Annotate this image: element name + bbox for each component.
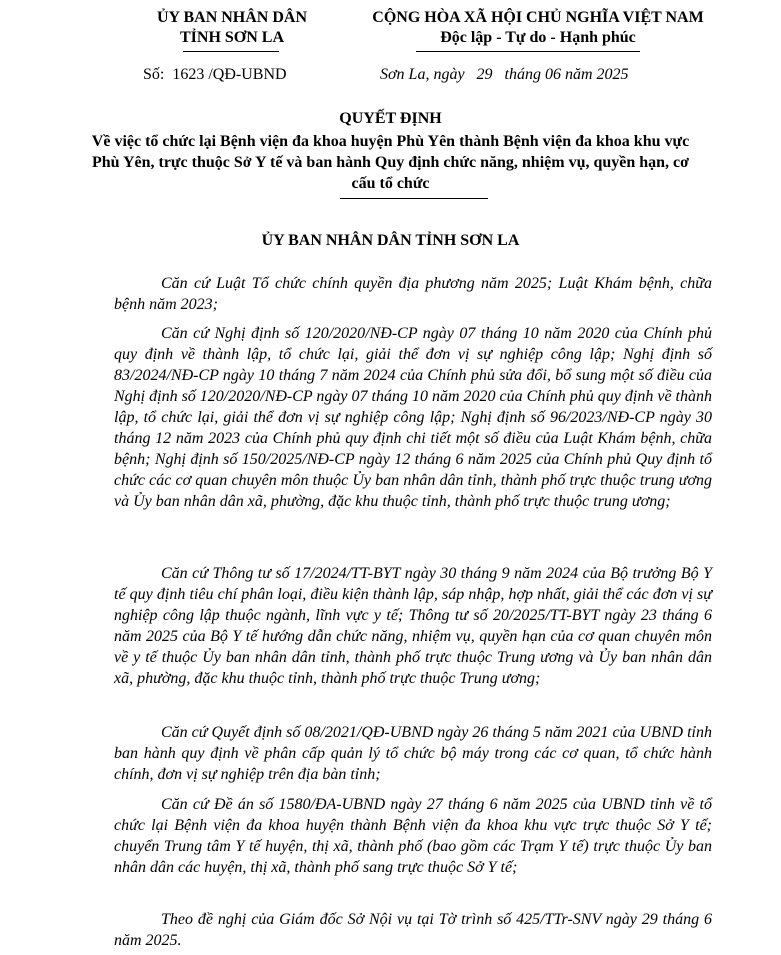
nation-line-2: Độc lập - Tự do - Hạnh phúc: [440, 29, 636, 46]
issuing-agency: [112, 8, 352, 48]
motto-underline: [416, 51, 640, 52]
document-subject: Về việc tổ chức lại Bệnh viện đa khoa huyện Phù Yên thành Bệnh viện đa khoa khu vực Phù Yên, trực thuộc Sở Y tế và ban hành Quy định chức năng, nhiệm vụ, quyền hạn, cơ cấu tổ chức: [91, 133, 690, 192]
issuing-authority: ỦY BAN NHÂN DÂN TỈNH SƠN LA: [261, 232, 520, 249]
document-title: QUYẾT ĐỊNH: [339, 110, 442, 127]
nation-line-1: CỘNG HÒA XÃ HỘI CHỦ NGHĨA VIỆT NAM: [372, 9, 704, 26]
legal-basis-3: Căn cứ Thông tư số 17/2024/TT-BYT ngày 30 tháng 9 năm 2024 của Bộ trưởng Bộ Y tế quy định tiêu chí phân loại, điều kiện thành lập, sáp nhập, hợp nhất, giải thể các đơn vị sự nghiệp công lập thuộc ngành, lĩnh vực y tế; Thông tư số 20/2025/TT-BYT ngày 23 tháng 6 năm 2025 của Bộ Y tế hướng dẫn chức năng, nhiệm vụ, quyền hạn của cơ quan chuyên môn về y tế thuộc Ủy ban nhân dân tỉnh, thành phố trực thuộc Trung ương và Ủy ban nhân dân xã, phường, đặc khu thuộc tỉnh, thành phố trực thuộc Trung ương;: [114, 565, 712, 687]
place-and-date: Sơn La, ngày 29 tháng 06 năm 2025: [380, 66, 629, 83]
document-number: Số: 1623 /QĐ-UBND: [143, 66, 287, 83]
legal-basis-6: Theo đề nghị của Giám đốc Sở Nội vụ tại Tờ trình số 425/TTr-SNV ngày 29 tháng 6 năm 2025.: [114, 911, 712, 949]
agency-line-2: TỈNH SƠN LA: [179, 29, 285, 46]
legal-basis-1: Căn cứ Luật Tổ chức chính quyền địa phương năm 2025; Luật Khám bệnh, chữa bệnh năm 2023;: [114, 275, 712, 313]
legal-basis-5: Căn cứ Đề án số 1580/ĐA-UBND ngày 27 tháng 6 năm 2025 của UBND tỉnh về tổ chức lại Bệnh viện đa khoa huyện thành Bệnh viện đa khoa khu vực trực thuộc Sở Y tế; chuyển Trung tâm Y tế huyện, thị xã, thành phố (bao gồm các Trạm Y tế) trực thuộc Ủy ban nhân dân các huyện, thị xã, thành phố sang trực thuộc Sở Y tế;: [114, 796, 712, 876]
legal-basis-2: Căn cứ Nghị định số 120/2020/NĐ-CP ngày 07 tháng 10 năm 2020 của Chính phủ quy định về thành lập, tổ chức lại, giải thể đơn vị sự nghiệp công lập; Nghị định số 83/2024/NĐ-CP ngày 10 tháng 7 năm 2024 của Chính phủ sửa đổi, bổ sung một số điều của Nghị định số 120/2020/NĐ-CP ngày 07 tháng 10 năm 2020 của Chính phủ quy định về thành lập, tổ chức lại, giải thể đơn vị sự nghiệp công lập; Nghị định số 96/2023/NĐ-CP ngày 30 tháng 12 năm 2023 của Chính phủ quy định chi tiết một số điều của Luật Khám bệnh, chữa bệnh; Nghị định số 150/2025/NĐ-CP ngày 12 tháng 6 năm 2025 của Chính phủ Quy định tổ chức các cơ quan chuyên môn thuộc Ủy ban nhân dân tỉnh, thành phố trực thuộc trung ương và Ủy ban nhân dân xã, phường, đặc khu thuộc tỉnh, thành phố trực thuộc trung ương;: [114, 325, 712, 510]
subject-underline: [340, 198, 488, 199]
national-title: [338, 8, 738, 48]
agency-underline: [183, 51, 279, 52]
agency-line-1: ỦY BAN NHÂN DÂN: [156, 9, 308, 26]
legal-basis-4: Căn cứ Quyết định số 08/2021/QĐ-UBND ngày 26 tháng 5 năm 2021 của UBND tỉnh ban hành quy định về phân cấp quản lý tổ chức bộ máy trong các cơ quan, tổ chức hành chính, đơn vị sự nghiệp trên địa bàn tỉnh;: [114, 724, 712, 783]
